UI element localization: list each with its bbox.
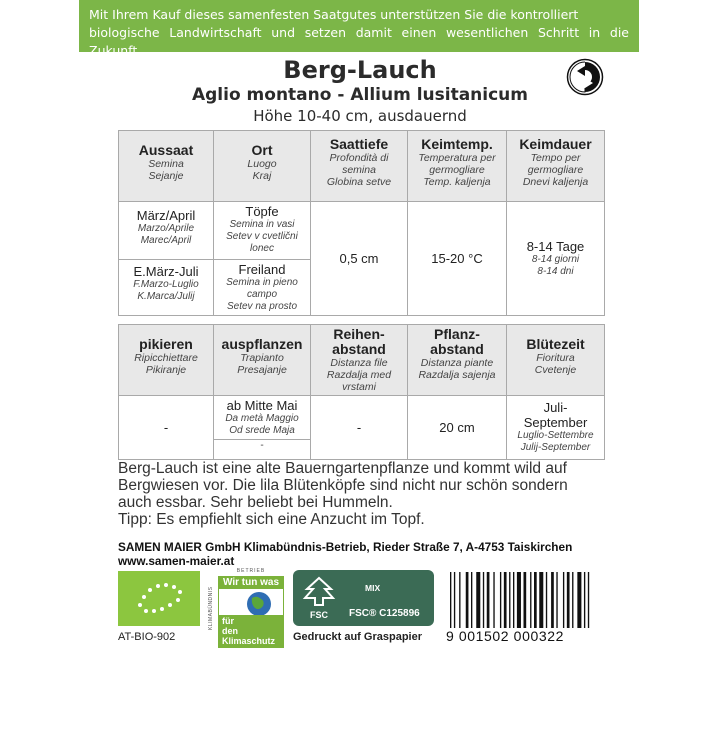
header-reihenabstand: Reihen- abstand Distanza file Razdalja med vrstami: [311, 325, 408, 396]
eu-organic-leaf-logo: [118, 571, 200, 626]
header-keimdauer: Keimdauer Tempo per germogliare Dnevi kaljenja: [507, 131, 605, 202]
fsc-mix-label: MIX: [365, 583, 381, 593]
eu-bio-code: AT-BIO-902: [118, 631, 176, 643]
green-dot-recycle-icon: [566, 58, 604, 96]
header-aussaat: Aussaat Semina Sejanje: [119, 131, 214, 202]
cell-saattiefe: 0,5 cm: [311, 202, 408, 316]
header-keimtemp: Keimtemp. Temperatura per germogliare Temp. kaljenja: [408, 131, 507, 202]
organic-banner: [79, 0, 639, 58]
klima-top-text: BETRIEB: [236, 568, 266, 574]
product-height: Höhe 10-40 cm, ausdauernd: [253, 107, 467, 125]
fsc-logo: [293, 570, 434, 626]
product-header: [120, 56, 600, 126]
header-ort: Ort Luogo Kraj: [214, 131, 311, 202]
klima-head-text: Wir tun was: [219, 577, 283, 589]
header-saattiefe: Saattiefe Profondità di semina Globina setve: [311, 131, 408, 202]
cell-pikieren: -: [119, 396, 214, 460]
printed-on-grass-paper: Gedruckt auf Graspapier: [293, 631, 422, 643]
eu-leaf-stars-icon: [118, 571, 200, 626]
barcode-number: 9 001502 000322: [446, 628, 608, 644]
header-pflanzabstand: Pflanz- abstand Distanza piante Razdalja sajenja: [408, 325, 507, 396]
cell-keimtemp: 15-20 °C: [408, 202, 507, 316]
header-bluetezeit: Blütezeit Fioritura Cvetenje: [507, 325, 605, 396]
cell-auspflanzen: ab Mitte Mai Da metà Maggio Od srede Maja -: [214, 396, 311, 460]
product-subtitle: Aglio montano - Allium lusitanicum: [191, 85, 528, 105]
sowing-table: [118, 130, 605, 316]
description-tip: Tipp: Es empfiehlt sich eine Anzucht im Topf.: [118, 511, 425, 528]
description-text: Berg-Lauch ist eine alte Bauerngartenpflanze und kommt wild auf Bergwiesen vor. Die lila Blütenköpfe sind nicht nur schön sondern auch essbar. Sehr beliebt bei Hummeln.: [118, 460, 568, 511]
cell-reihenabstand: -: [311, 396, 408, 460]
product-description: [118, 460, 604, 528]
cell-aussaat-2: E.März-Juli F.Marzo-Luglio K.Marca/Julij: [119, 260, 214, 316]
fsc-tree-icon: [301, 575, 337, 621]
cell-keimdauer: 8-14 Tage 8-14 giorni 8-14 dni: [507, 202, 605, 316]
company-address: SAMEN MAIER GmbH Klimabündnis-Betrieb, Rieder Straße 7, A-4753 Taiskirchen: [118, 540, 573, 554]
banner-line-2: biologische Landwirtschaft und setzen damit einen wesentlichen Schritt in die Zukunft.: [89, 25, 629, 58]
svg-text:FSC: FSC: [310, 610, 328, 620]
cell-ort-2: Freiland Semina in pieno campo Setev na prosto: [214, 260, 311, 316]
klima-foot-text: für den Klimaschutz: [219, 615, 283, 647]
header-auspflanzen: auspflanzen Trapianto Presajanje: [214, 325, 311, 396]
planting-table: [118, 324, 605, 460]
header-pikieren: pikieren Ripicchiettare Pikiranje: [119, 325, 214, 396]
product-title: Berg-Lauch: [283, 56, 437, 84]
fsc-license-code: FSC® C125896: [349, 608, 420, 619]
klimabuendnis-logo: [208, 568, 284, 648]
klima-side-text: KLIMABÜNDNIS: [208, 586, 214, 630]
cell-bluetezeit: Juli- September Luglio-Settembre Julij-September: [507, 396, 605, 460]
cell-aussaat-1: März/April Marzo/Aprile Marec/April: [119, 202, 214, 260]
cell-pflanzabstand: 20 cm: [408, 396, 507, 460]
company-website: www.samen-maier.at: [118, 554, 235, 568]
company-info: [118, 540, 618, 568]
banner-line-1: Mit Ihrem Kauf dieses samenfesten Saatgutes unterstützen Sie die kontrolliert: [89, 7, 579, 22]
cell-ort-1: Töpfe Semina in vasi Setev v cvetlični lonec: [214, 202, 311, 260]
